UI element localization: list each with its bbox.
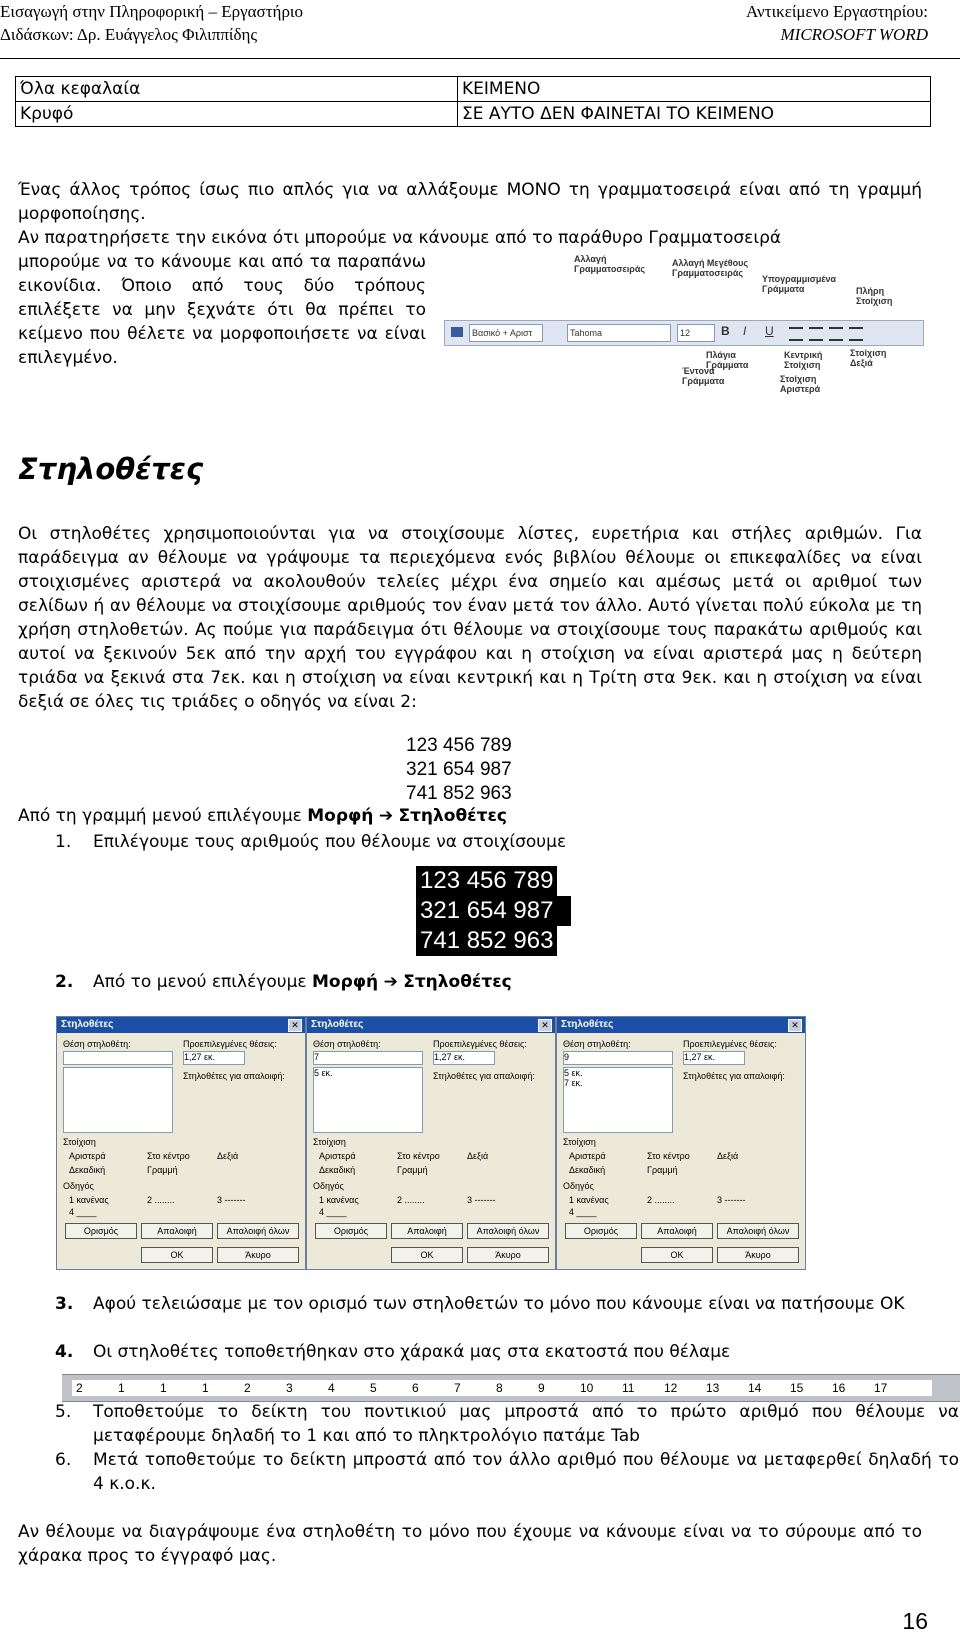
table-row — [16, 102, 931, 127]
leader-option[interactable]: 2 ........ — [647, 1195, 675, 1205]
clear-button[interactable]: Απαλοιφή — [391, 1223, 463, 1239]
leader-label: Οδηγός — [63, 1181, 94, 1191]
style-icon — [451, 327, 463, 337]
set-button[interactable]: Ορισμός — [565, 1223, 637, 1239]
ruler-mark: 1 — [202, 1381, 209, 1395]
leader-option[interactable]: 2 ........ — [397, 1195, 425, 1205]
selected-number: 321 654 987 — [416, 896, 571, 926]
selected-number: 741 852 963 — [416, 926, 557, 956]
ruler-mark: 1 — [160, 1381, 167, 1395]
step-number: 1. — [55, 832, 72, 852]
bold-button[interactable]: B — [721, 324, 730, 338]
callout-label: Στοίχιση Δεξιά — [850, 348, 887, 368]
tab-position-label: Θέση στηλοθέτη: — [313, 1039, 381, 1049]
align-right-icon[interactable] — [829, 327, 843, 341]
clear-label: Στηλοθέτες για απαλοιφή: — [683, 1071, 785, 1081]
default-stops-label: Προεπιλεγμένες θέσεις: — [433, 1039, 527, 1049]
dialog-title: Στηλοθέτες — [57, 1017, 305, 1033]
align-center-icon[interactable] — [809, 327, 823, 341]
leader-option[interactable]: 3 ------- — [217, 1195, 246, 1205]
default-stops-input[interactable]: 1,27 εκ. — [683, 1051, 745, 1065]
clear-all-button[interactable]: Απαλοιφή όλων — [467, 1223, 549, 1239]
close-icon[interactable]: ✕ — [538, 1019, 552, 1032]
menu-format: Μορφή — [311, 972, 379, 992]
ruler-mark: 2 — [76, 1381, 83, 1395]
paragraph: Αν παρατηρήσετε την εικόνα ότι μπορούμε να κάνουμε από το παράθυρο Γραμματοσειρά — [18, 228, 782, 248]
step-number: 3. — [55, 1294, 74, 1314]
header-left — [0, 0, 303, 46]
callout-label: Πλάγια Γράμματα — [706, 350, 749, 370]
align-option[interactable]: Στο κέντρο — [147, 1151, 190, 1161]
ruler-mark: 7 — [454, 1381, 461, 1395]
table-cell: Όλα κεφαλαία — [16, 77, 458, 102]
ruler-mark: 3 — [286, 1381, 293, 1395]
table-cell: Κρυφό — [16, 102, 458, 127]
cancel-button[interactable]: Άκυρο — [467, 1247, 549, 1263]
clear-all-button[interactable]: Απαλοιφή όλων — [217, 1223, 299, 1239]
paragraph: Οι στηλοθέτες χρησιμοποιούνται για να στοιχίσουμε λίστες, ευρετήρια και στήλες αριθμών. Για παράδειγμα αν θέλουμε να γράψουμε τα περιεχόμενα ενός βιβλίου θέλουμε οι επικεφαλίδες να είναι στοιχισμένες αριστερά να ακολουθούν τελείες μέχρι ένα σημείο και αμέσως μετά οι αριθμοί των σελίδων ή αν θέλουμε να στοιχίσουμε αριθμούς τον έναν μετά τον άλλο. Αυτό γίνεται πολύ εύκολα με τη χρήση στηλοθετών. Ας πούμε για παράδειγμα ότι θέλουμε να στοιχίσουμε τους παρακάτω αριθμούς και αυτοί να ξεκινούν 5εκ από την αρχή του εγγράφου και η στοίχιση να είναι αριστερά μας η δεύτερη τριάδα να ξεκινά στα 7εκ. και η στοίχιση να είναι κεντρική και η Τρίτη στα 9εκ. και η στοίχιση να είναι δεξιά σε όλες τις τριάδες ο οδηγός να είναι 2: — [18, 524, 922, 712]
table-cell: ΚΕΙΜΕΝΟ — [458, 77, 931, 102]
menu-prefix: Από τη γραμμή μενού επιλέγουμε — [18, 806, 308, 826]
menu-format: Μορφή — [307, 806, 374, 826]
align-option[interactable]: Στο κέντρο — [647, 1151, 690, 1161]
page-header — [0, 0, 960, 59]
step-text: Μετά τοποθετούμε το δείκτη μπροστά από τον άλλο αριθμό που θέλουμε να μεταφερθεί δηλαδή το 4 κ.ο.κ. — [93, 1450, 959, 1494]
arrow-icon: ➔ — [378, 806, 394, 826]
list-item[interactable]: 7 εκ. — [564, 1078, 583, 1088]
list-item[interactable]: 5 εκ. — [314, 1068, 333, 1078]
clear-button[interactable]: Απαλοιφή — [641, 1223, 713, 1239]
section-heading: Στηλοθέτες — [18, 452, 204, 486]
leader-option[interactable]: 2 ........ — [147, 1195, 175, 1205]
cancel-button[interactable]: Άκυρο — [717, 1247, 799, 1263]
number-row: 123 456 789 — [406, 735, 512, 756]
align-option[interactable]: Δεκαδική — [569, 1165, 606, 1175]
leader-label: Οδηγός — [563, 1181, 594, 1191]
step-text: Τοποθετούμε το δείκτη του ποντικιού μας μπροστά από το πρώτο αριθμό που θέλουμε να μεταφέρουμε δηλαδή το 1 και από το πληκτρολόγιο πατάμε Tab — [93, 1402, 959, 1446]
align-option[interactable]: Δεκαδική — [319, 1165, 356, 1175]
step-text: Επιλέγουμε τους αριθμούς που θέλουμε να στοιχίσουμε — [93, 832, 567, 852]
step-item — [55, 970, 512, 994]
align-left-icon[interactable] — [789, 327, 803, 341]
paragraph: μπορούμε να το κάνουμε και από τα παραπάνω εικονίδια. Όποιο από τους δύο τρόπους επιλέξετε να μην ξεχνάτε ότι θα πρέπει το κείμενο που θέλετε να μορφοποιήσετε να είναι επιλεγμένο. — [18, 252, 426, 368]
ok-button[interactable]: OK — [641, 1247, 713, 1263]
step-number: 4. — [55, 1342, 74, 1362]
ruler-mark: 1 — [118, 1381, 125, 1395]
formatting-toolbar — [444, 320, 924, 346]
ruler-mark: 4 — [328, 1381, 335, 1395]
table-cell: ΣΕ ΑΥΤΟ ΔΕΝ ΦΑΙΝΕΤΑΙ ΤΟ ΚΕΙΜΕΝΟ — [458, 102, 931, 127]
step-text: Οι στηλοθέτες τοποθετήθηκαν στο χάρακά μας στα εκατοστά που θέλαμε — [93, 1342, 731, 1362]
ruler-mark: 8 — [496, 1381, 503, 1395]
paragraph: Ένας άλλος τρόπος ίσως πιο απλός για να αλλάξουμε ΜΟΝΟ τη γραμματοσειρά είναι από τη γραμμή μορφοποίησης. — [18, 180, 922, 224]
number-row: 741 852 963 — [406, 783, 512, 804]
ruler[interactable] — [62, 1374, 960, 1402]
ruler-mark: 2 — [244, 1381, 251, 1395]
leader-option[interactable]: 4 ____ — [569, 1207, 597, 1217]
leader-option[interactable]: 4 ____ — [319, 1207, 347, 1217]
ruler-mark: 16 — [832, 1381, 846, 1395]
menu-instruction — [18, 806, 507, 826]
underline-button[interactable]: U — [765, 324, 774, 338]
ruler-mark: 9 — [538, 1381, 545, 1395]
dialog-title: Στηλοθέτες — [557, 1017, 805, 1033]
default-stops-label: Προεπιλεγμένες θέσεις: — [683, 1039, 777, 1049]
ruler-mark: 17 — [874, 1381, 888, 1395]
tab-position-label: Θέση στηλοθέτη: — [63, 1039, 131, 1049]
subject-name: MICROSOFT WORD — [780, 25, 928, 44]
ruler-mark: 6 — [412, 1381, 419, 1395]
instructor: Διδάσκων: Δρ. Ευάγγελος Φιλιππίδης — [0, 25, 258, 44]
tab-position-input[interactable]: 7 — [313, 1051, 423, 1065]
menu-tabs: Στηλοθέτες — [403, 972, 512, 992]
cancel-button[interactable]: Άκυρο — [217, 1247, 299, 1263]
tabs-dialog — [56, 1016, 306, 1270]
formatting-table — [15, 76, 931, 127]
align-option[interactable]: Γραμμή — [147, 1165, 178, 1175]
default-stops-input[interactable]: 1,27 εκ. — [433, 1051, 495, 1065]
tab-position-input[interactable] — [63, 1051, 173, 1065]
tab-position-input[interactable]: 9 — [563, 1051, 673, 1065]
ruler-mark: 5 — [370, 1381, 377, 1395]
font-dropdown[interactable]: Tahoma — [567, 324, 671, 342]
align-option[interactable]: Δεξιά — [467, 1151, 489, 1161]
leader-label: Οδηγός — [313, 1181, 344, 1191]
leader-option[interactable]: 1 κανένας — [69, 1195, 109, 1205]
leader-option[interactable]: 3 ------- — [717, 1195, 746, 1205]
ruler-mark: 13 — [706, 1381, 720, 1395]
paragraph: Αν θέλουμε να διαγράψουμε ένα στηλοθέτη το μόνο που έχουμε να κάνουμε είναι να το σύρουμε από το χάρακα προς το έγγραφό μας. — [18, 1522, 922, 1566]
arrow-icon: ➔ — [383, 972, 398, 992]
default-stops-input[interactable]: 1,27 εκ. — [183, 1051, 245, 1065]
leader-option[interactable]: 4 ____ — [69, 1207, 97, 1217]
ruler-mark: 15 — [790, 1381, 804, 1395]
size-dropdown[interactable]: 12 — [677, 324, 715, 342]
set-button[interactable]: Ορισμός — [65, 1223, 137, 1239]
step-item — [55, 1448, 959, 1496]
ruler-mark: 11 — [622, 1381, 635, 1395]
tabs-dialog — [556, 1016, 806, 1270]
step-item — [55, 830, 959, 854]
set-button[interactable]: Ορισμός — [315, 1223, 387, 1239]
table-row — [16, 77, 931, 102]
header-right — [746, 0, 928, 46]
callout-label: Κεντρική Στοίχιση — [784, 350, 823, 370]
number-list — [406, 734, 512, 806]
step-text: Αφού τελειώσαμε με τον ορισμό των στηλοθετών το μόνο που κάνουμε είναι να πατήσουμε ΟΚ — [93, 1294, 905, 1314]
clear-button[interactable]: Απαλοιφή — [141, 1223, 213, 1239]
align-option[interactable]: Αριστερά — [69, 1151, 106, 1161]
alignment-label: Στοίχιση — [63, 1137, 96, 1147]
callout-label: Αλλαγή Γραμματοσειράς — [574, 254, 646, 274]
align-option[interactable]: Δεκαδική — [69, 1165, 106, 1175]
tab-position-label: Θέση στηλοθέτη: — [563, 1039, 631, 1049]
align-option[interactable]: Δεξιά — [717, 1151, 739, 1161]
close-icon[interactable]: ✕ — [288, 1019, 302, 1032]
align-option[interactable]: Γραμμή — [647, 1165, 678, 1175]
callout-label: Αλλαγή Μεγέθους Γραμματοσειράς — [672, 258, 749, 278]
menu-tabs: Στηλοθέτες — [398, 806, 508, 826]
callout-label: Έντονα Γράμματα — [682, 366, 725, 386]
align-option[interactable]: Δεξιά — [217, 1151, 239, 1161]
leader-option[interactable]: 1 κανένας — [319, 1195, 359, 1205]
ruler-mark: 12 — [664, 1381, 678, 1395]
tab-list[interactable] — [313, 1067, 423, 1133]
callout-label: Στοίχιση Αριστερά — [780, 374, 821, 394]
italic-button[interactable]: I — [743, 324, 747, 338]
clear-all-button[interactable]: Απαλοιφή όλων — [717, 1223, 799, 1239]
leader-option[interactable]: 3 ------- — [467, 1195, 496, 1205]
alignment-label: Στοίχιση — [563, 1137, 596, 1147]
align-option[interactable]: Αριστερά — [569, 1151, 606, 1161]
step-number: 5. — [55, 1402, 72, 1422]
dialog-title: Στηλοθέτες — [307, 1017, 555, 1033]
ruler-mark: 10 — [580, 1381, 594, 1395]
default-stops-label: Προεπιλεγμένες θέσεις: — [183, 1039, 277, 1049]
step-number: 2. — [55, 972, 74, 992]
selected-number: 123 456 789 — [416, 866, 557, 896]
number-row: 321 654 987 — [406, 759, 512, 780]
page-number: 16 — [902, 1608, 928, 1634]
step-item — [55, 1340, 959, 1364]
align-option[interactable]: Στο κέντρο — [397, 1151, 440, 1161]
leader-option[interactable]: 1 κανένας — [569, 1195, 609, 1205]
align-option[interactable]: Αριστερά — [319, 1151, 356, 1161]
style-dropdown[interactable]: Βασικό + Αριστ — [469, 324, 543, 342]
ok-button[interactable]: OK — [391, 1247, 463, 1263]
toolbar-illustration — [444, 254, 922, 402]
course-title: Εισαγωγή στην Πληροφορική – Εργαστήριο — [0, 2, 304, 21]
callout-label: Πλήρη Στοίχιση — [856, 286, 893, 306]
clear-label: Στηλοθέτες για απαλοιφή: — [433, 1071, 535, 1081]
list-item[interactable]: 5 εκ. — [564, 1068, 583, 1078]
subject-label: Αντικείμενο Εργαστηρίου: — [746, 2, 928, 21]
clear-label: Στηλοθέτες για απαλοιφή: — [183, 1071, 285, 1081]
callout-label: Υπογραμμισμένα Γράμματα — [762, 274, 837, 294]
ok-button[interactable]: OK — [141, 1247, 213, 1263]
step-number: 6. — [55, 1450, 72, 1470]
tab-list[interactable] — [563, 1067, 673, 1133]
justify-icon[interactable] — [849, 327, 863, 341]
tabs-dialog — [306, 1016, 556, 1270]
ruler-mark: 14 — [748, 1381, 762, 1395]
step-text: Από το μενού επιλέγουμε — [93, 972, 312, 992]
step-item — [55, 1400, 959, 1448]
close-icon[interactable]: ✕ — [788, 1019, 802, 1032]
step-item — [55, 1292, 959, 1316]
align-option[interactable]: Γραμμή — [397, 1165, 428, 1175]
tab-list[interactable] — [63, 1067, 173, 1133]
alignment-label: Στοίχιση — [313, 1137, 346, 1147]
